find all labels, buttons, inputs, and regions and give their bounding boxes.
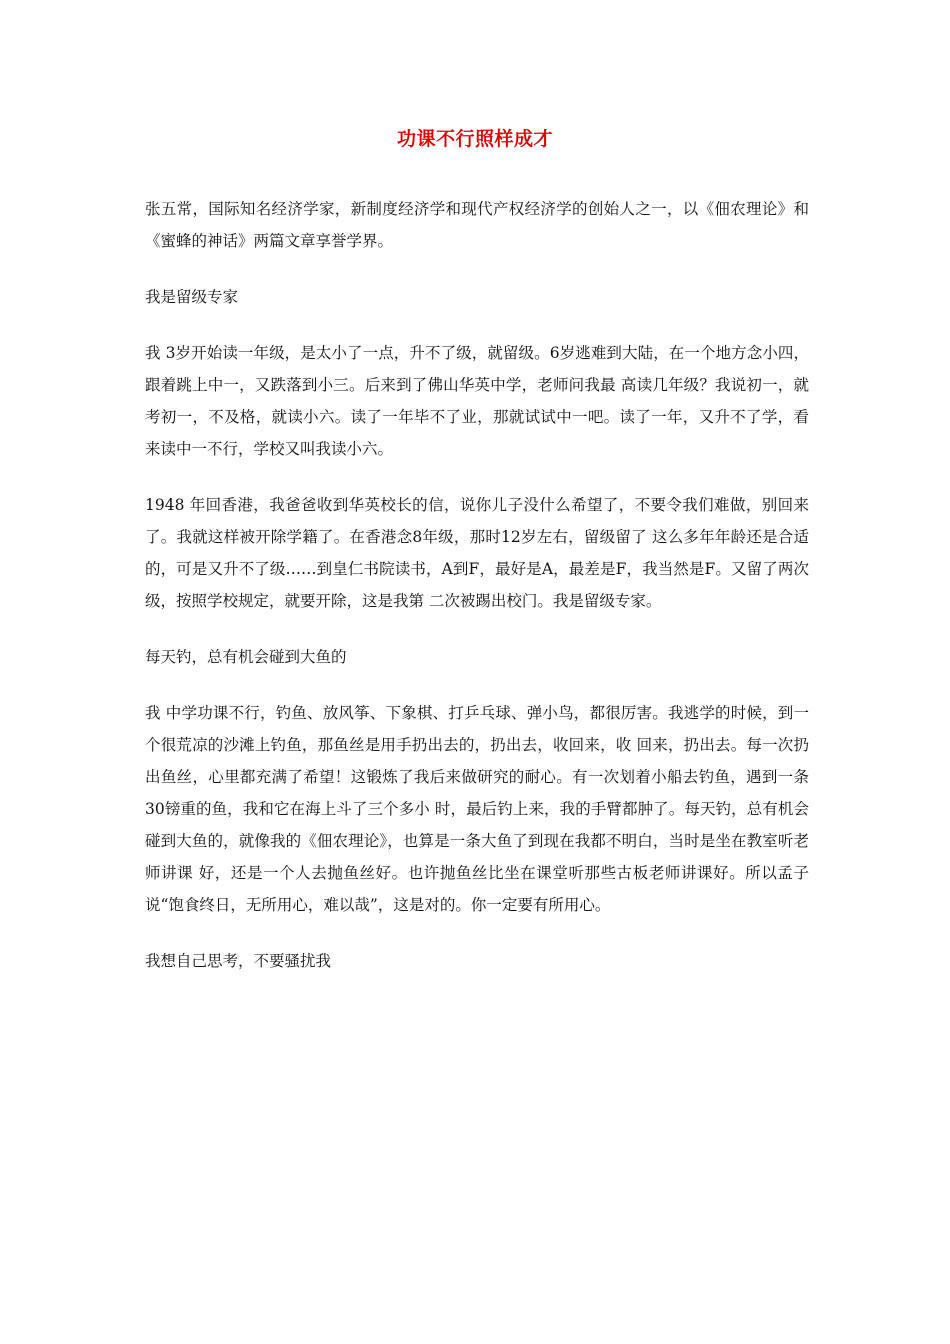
section-heading: 我是留级专家 (145, 288, 239, 306)
document-body (145, 193, 809, 1001)
intro-paragraph: 张五常，国际知名经济学家，新制度经济学和现代产权经济学的创始人之一，以《佃农理论》和《蜜蜂的神话》两篇文章享誉学界。 (145, 200, 809, 250)
section-heading: 每天钓，总有机会碰到大鱼的 (145, 648, 347, 666)
body-paragraph: 我 3岁开始读一年级，是太小了一点，升不了级，就留级。6岁逃难到大陆，在一个地方念小四，跟着跳上中一，又跌落到小三。后来到了佛山华英中学，老师问我最 高读几年级？我说初一，就考初一，不及格，就读小六。读了一年毕不了业，那就试试中一吧。读了一年，又升不了学，看来读中一不行，学校又叫我读小六。 (145, 344, 809, 458)
body-paragraph: 1948 年回香港，我爸爸收到华英校长的信，说你儿子没什么希望了，不要令我们难做，别回来了。我就这样被开除学籍了。在香港念8年级，那时12岁左右，留级留了 这么多年年龄还是合适的，可是又升不了级……到皇仁书院读书，A到F，最好是A，最差是F，我当然是F。又留了两次级，按照学校规定，就要开除，这是我第 二次被踢出校门。我是留级专家。 (145, 496, 809, 610)
document-title: 功课不行照样成才 (396, 128, 553, 150)
body-paragraph: 我 中学功课不行，钓鱼、放风筝、下象棋、打乒乓球、弹小鸟，都很厉害。我逃学的时候，到一个很荒凉的沙滩上钓鱼，那鱼丝是用手扔出去的，扔出去，收回来，收 回来，扔出去。每一次扔出鱼丝，心里都充满了希望！这锻炼了我后来做研究的耐心。有一次划着小船去钓鱼，遇到一条30镑重的鱼，我和它在海上斗了三个多小 时，最后钓上来，我的手臂都肿了。每天钓，总有机会碰到大鱼的，就像我的《佃农理论》，也算是一条大鱼了到现在我都不明白，当时是坐在教室听老师讲课 好，还是一个人去抛鱼丝好。也许抛鱼丝比坐在课堂听那些古板老师讲课好。所以孟子说“饱食终日，无所用心，难以哉”，这是对的。你一定要有所用心。 (145, 704, 809, 914)
section-heading: 我想自己思考，不要骚扰我 (145, 952, 332, 970)
